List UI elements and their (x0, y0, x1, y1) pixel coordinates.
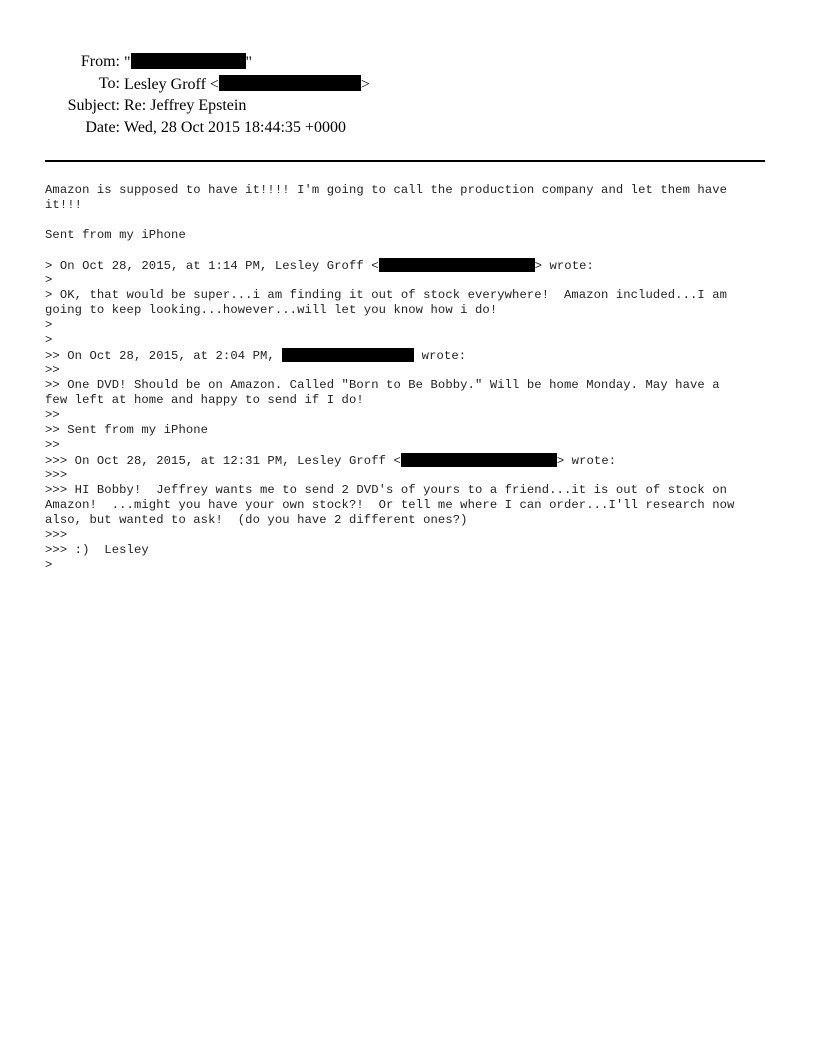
header-divider (45, 160, 765, 162)
quote-header-text: wrote: (414, 349, 467, 363)
body-line: it!!! (45, 198, 83, 212)
to-close: > (360, 76, 370, 93)
to-label: To: (98, 75, 120, 92)
body-line: also, but wanted to ask! (do you have 2 different ones?) (45, 513, 468, 527)
to-name: Lesley Groff < (124, 76, 219, 93)
date-value: Wed, 28 Oct 2015 18:44:35 +0000 (124, 119, 346, 136)
redaction-bar (282, 348, 414, 362)
quote-header-text: > On Oct 28, 2015, at 1:14 PM, Lesley Groff < (45, 259, 379, 273)
redaction-bar (401, 453, 557, 467)
subject-value: Re: Jeffrey Epstein (124, 97, 247, 114)
body-line (45, 348, 785, 363)
quote-header-text: >> On Oct 28, 2015, at 2:04 PM, (45, 349, 283, 363)
body-line: >>> HI Bobby! Jeffrey wants me to send 2 DVD's of yours to a friend...it is out of stock on (45, 483, 728, 497)
subject-label: Subject: (67, 97, 120, 114)
body-line: few left at home and happy to send if I do! (45, 393, 364, 407)
from-label: From: (80, 53, 120, 70)
redaction-bar (131, 53, 246, 69)
body-line (45, 258, 785, 273)
body-line: > (45, 333, 53, 347)
body-line: >>> :) Lesley (45, 543, 149, 557)
from-open-quote: " (124, 54, 131, 71)
body-line: > OK, that would be super...i am finding it out of stock everywhere! Amazon included...I am (45, 288, 728, 302)
body-line (45, 453, 785, 468)
body-line: Amazon! ...might you have your own stock?! Or tell me where I can order...I'll research now (45, 498, 735, 512)
quote-header-text: > wrote: (534, 259, 594, 273)
from-close-quote: " (245, 54, 253, 71)
quote-header-text: > wrote: (556, 454, 617, 468)
body-line: >> Sent from my iPhone (45, 423, 209, 437)
body-line: >> (45, 363, 60, 377)
body-line: Sent from my iPhone (45, 228, 186, 242)
body-line: >> (45, 438, 60, 452)
body-line: >>> (45, 528, 68, 542)
body-line: > (45, 273, 53, 287)
quote-header-text: >>> On Oct 28, 2015, at 12:31 PM, Lesley Groff < (45, 454, 401, 468)
body-line: > (45, 318, 53, 332)
body-line: >> (45, 408, 60, 422)
date-label: Date: (85, 119, 120, 136)
body-line: >> One DVD! Should be on Amazon. Called "Born to Be Bobby." Will be home Monday. May have a (45, 378, 720, 392)
redaction-bar (379, 258, 535, 272)
body-line: going to keep looking...however...will let you know how i do! (45, 303, 498, 317)
body-line: Amazon is supposed to have it!!!! I'm going to call the production company and let them have (45, 183, 728, 197)
body-line: > (45, 558, 53, 572)
email-body (45, 183, 785, 573)
body-line: >>> (45, 468, 68, 482)
redaction-bar (219, 75, 361, 91)
